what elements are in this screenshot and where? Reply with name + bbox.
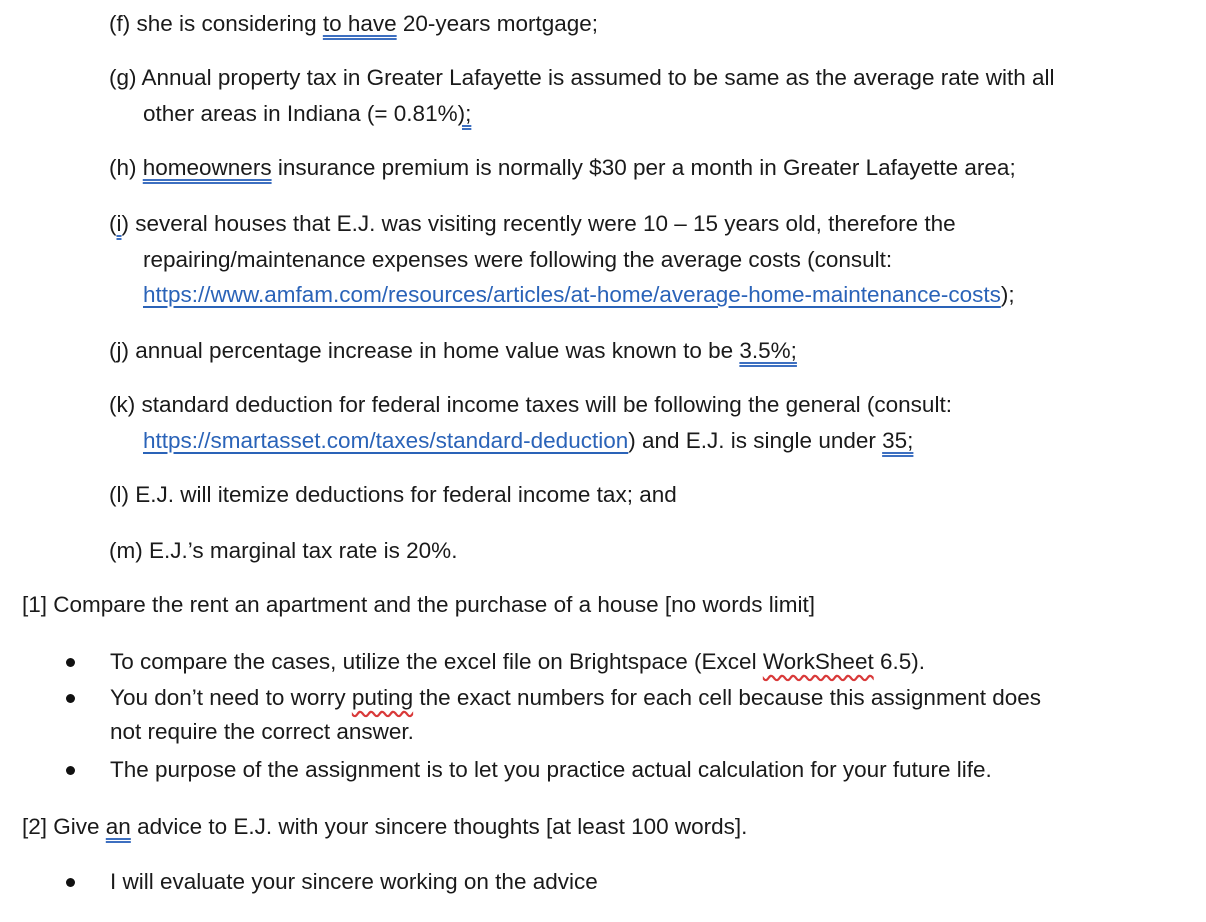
item-j-text: (j) annual percentage increase in home value was known to be [109, 338, 740, 363]
section1-bullet2-end: the exact numbers for each cell because this assignment does [413, 685, 1042, 710]
item-j [109, 337, 797, 365]
item-f-text-end: 20-years mortgage; [396, 11, 599, 36]
bullet-icon [66, 766, 75, 775]
section1-bullet1-text: To compare the cases, utilize the excel file on Brightspace (Excel [110, 649, 763, 674]
bullet-icon [66, 694, 75, 703]
item-i-flagged[interactable]: i [116, 211, 122, 236]
section1-bullet1 [110, 648, 925, 676]
section1-bullet2-text: You don’t need to worry [110, 685, 352, 710]
smartasset-link[interactable]: https://smartasset.com/taxes/standard-deduction [143, 428, 629, 453]
item-g-line2-text: other areas in Indiana (= 0.81% [143, 101, 458, 126]
section1-bullet1-end: 6.5). [873, 649, 925, 674]
item-h-flagged[interactable]: homeowners [142, 155, 272, 180]
section1-bullet2-line1 [110, 684, 1041, 712]
item-k-line1: (k) standard deduction for federal income taxes will be following the general (consult: [109, 392, 952, 417]
section2-heading-end: advice to E.J. with your sincere thoughts [at least 100 words]. [130, 814, 748, 839]
item-f [109, 10, 598, 38]
item-g-line1: (g) Annual property tax in Greater Lafayette is assumed to be same as the average rate with all [109, 65, 1055, 90]
section2-bullet1: I will evaluate your sincere working on the advice [110, 869, 598, 894]
item-j-flagged[interactable]: 3.5%; [739, 338, 797, 363]
section2-heading-flagged[interactable]: an [105, 814, 131, 839]
item-m: (m) E.J.’s marginal tax rate is 20%. [109, 538, 458, 563]
section2-heading [22, 813, 747, 841]
item-h-text: (h) [109, 155, 143, 180]
section2-heading-text: [2] Give [22, 814, 106, 839]
item-h-text-end: insurance premium is normally $30 per a month in Greater Lafayette area; [271, 155, 1016, 180]
section1-bullet1-flagged[interactable]: WorkSheet [762, 649, 874, 674]
amfam-link[interactable]: https://www.amfam.com/resources/articles/at-home/average-home-maintenance-costs [143, 282, 1001, 307]
item-i-line1 [109, 210, 956, 238]
item-i-line3-end: ); [1000, 282, 1015, 307]
item-g-line2 [143, 100, 471, 128]
section1-bullet2-flagged[interactable]: puting [351, 685, 414, 710]
item-h [109, 154, 1016, 182]
section1-heading: [1] Compare the rent an apartment and the purchase of a house [no words limit] [22, 592, 815, 617]
item-i-line1-text: ) several houses that E.J. was visiting recently were 10 – 15 years old, therefore the [121, 211, 956, 236]
section1-bullet2-line2: not require the correct answer. [110, 719, 414, 744]
bullet-icon [66, 878, 75, 887]
item-g-flagged[interactable]: ); [457, 101, 472, 126]
bullet-icon [66, 658, 75, 667]
item-k-line2-text: ) and E.J. is single under [628, 428, 883, 453]
item-i-line2: repairing/maintenance expenses were following the average costs (consult: [143, 247, 893, 272]
item-i-open: ( [109, 211, 117, 236]
item-k-line2 [143, 427, 913, 455]
item-f-flagged[interactable]: to have [322, 11, 397, 36]
item-k-flagged[interactable]: 35; [882, 428, 914, 453]
item-l: (l) E.J. will itemize deductions for federal income tax; and [109, 482, 677, 507]
item-i-line3 [143, 281, 1015, 309]
section1-bullet3: The purpose of the assignment is to let you practice actual calculation for your future life. [110, 757, 992, 782]
item-f-text: (f) she is considering [109, 11, 323, 36]
